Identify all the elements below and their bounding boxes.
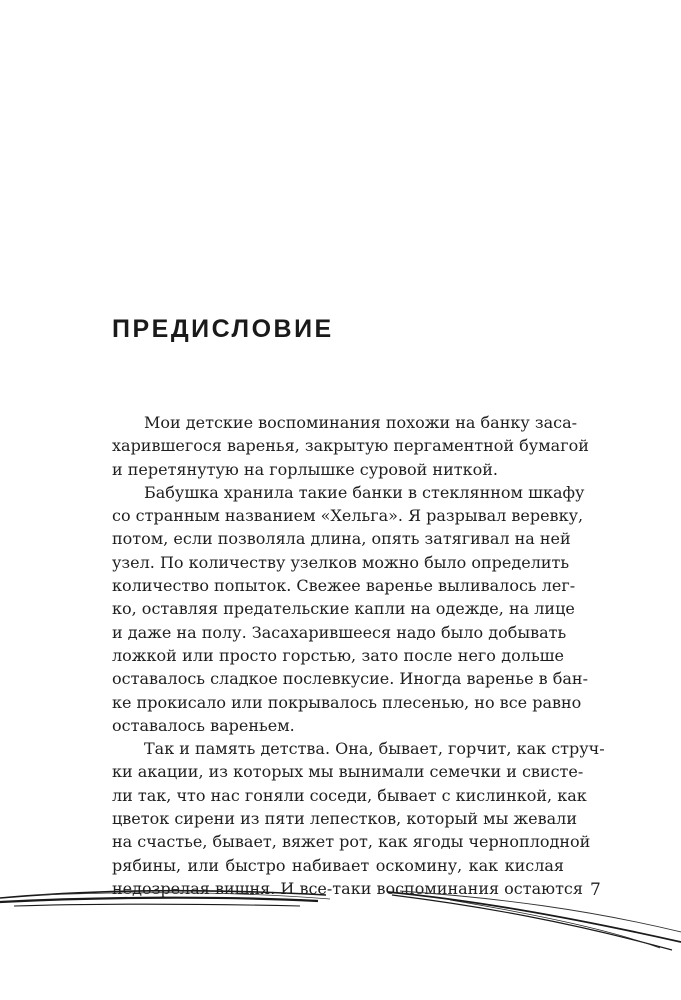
paragraph-2 — [80, 481, 588, 737]
text-line: узел. По количеству узелков можно было определить — [112, 552, 570, 572]
text-line: ке прокисало или покрывалось плесенью, но все равно — [112, 692, 582, 712]
decorative-brush-strokes — [0, 870, 681, 960]
text-line: Мои детские воспоминания похожи на банку заса- — [144, 413, 578, 432]
text-line: оставалось вареньем. — [112, 715, 295, 735]
text-line: недозрелая вишня. И все-таки воспоминания остаются — [112, 878, 583, 898]
paragraph-1 — [80, 411, 589, 481]
text-line: ки акации, из которых мы вынимали семечки и свисте- — [112, 762, 584, 782]
text-line: ко, оставляя предательские капли на одежде, на лице — [112, 599, 575, 619]
text-line: на счастье, бывает, вяжет рот, как ягоды черноплодной — [112, 832, 591, 852]
text-line: Так и память детства. Она, бывает, горчит, как струч- — [144, 739, 605, 759]
chapter-title: ПРЕДИСЛОВИЕ — [112, 315, 334, 343]
text-line: со странным названием «Хельга». Я разрывал веревку, — [112, 506, 584, 526]
text-line: Бабушка хранила такие банки в стеклянном шкафу — [144, 482, 585, 502]
text-line: и даже на полу. Засахарившееся надо было добывать — [112, 622, 567, 642]
page-number: 7 — [590, 880, 601, 900]
text-line: рябины, или быстро набивает оскомину, как кислая — [112, 855, 564, 875]
body-text — [80, 411, 605, 900]
text-line: ложкой или просто горстью, зато после него дольше — [112, 645, 564, 665]
text-line: ли так, что нас гоняли соседи, бывает с кислинкой, как — [112, 785, 587, 805]
text-line: потом, если позволяла длина, опять затягивал на ней — [112, 529, 571, 549]
text-line: харившегося варенья, закрытую пергаментной бумагой — [112, 436, 589, 456]
text-line: и перетянутую на горлышке суровой ниткой. — [112, 459, 498, 479]
text-line: количество попыток. Свежее варенье выливалось лег- — [112, 576, 576, 596]
text-line: оставалось сладкое послевкусие. Иногда варенье в бан- — [112, 669, 588, 689]
text-line: цветок сирени из пяти лепестков, который мы жевали — [112, 809, 577, 829]
